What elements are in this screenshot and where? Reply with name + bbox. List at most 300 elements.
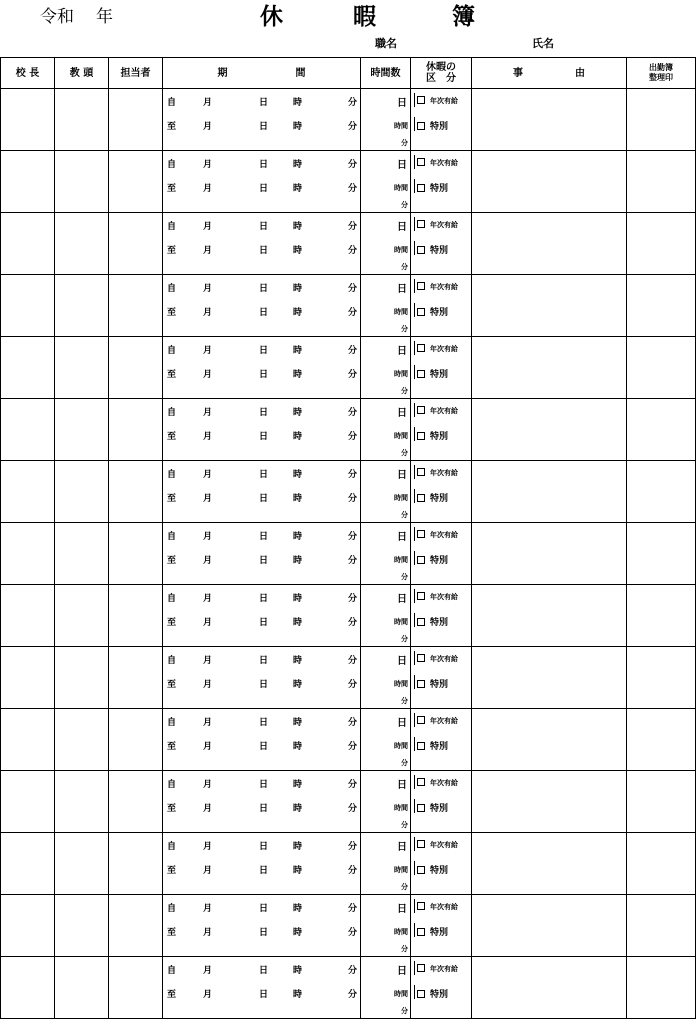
annual-leave-option[interactable] [417, 344, 458, 354]
attendance-stamp-cell[interactable] [627, 647, 696, 709]
to-hour-label: 時 [293, 990, 303, 1000]
period-cell[interactable] [163, 213, 361, 275]
principal-stamp-cell[interactable] [1, 709, 55, 771]
annual-leave-option[interactable] [417, 840, 458, 850]
days-unit-label: 日 [397, 346, 407, 357]
days-unit-label: 日 [397, 222, 407, 233]
annual-leave-label: 年次有給 [430, 283, 458, 291]
hours-cell[interactable] [361, 833, 411, 895]
from-month-label: 月 [203, 346, 213, 356]
period-cell[interactable] [163, 895, 361, 957]
special-leave-checkbox[interactable] [417, 184, 425, 192]
vice-principal-stamp-cell[interactable] [55, 895, 109, 957]
attendance-stamp-cell[interactable] [627, 523, 696, 585]
from-day-label: 日 [259, 160, 269, 170]
from-label: 自 [167, 346, 177, 356]
period-cell[interactable] [163, 647, 361, 709]
vice-principal-stamp-cell[interactable] [55, 833, 109, 895]
leave-type-cell [411, 399, 472, 461]
attendance-stamp-cell[interactable] [627, 275, 696, 337]
leave-type-divider [414, 613, 415, 627]
annual-leave-option[interactable] [417, 468, 458, 478]
to-label: 至 [167, 804, 177, 814]
reason-cell[interactable] [472, 957, 627, 1019]
special-leave-option[interactable] [417, 181, 448, 194]
annual-leave-checkbox[interactable] [417, 468, 425, 476]
from-day-label: 日 [259, 222, 269, 232]
special-leave-label: 特別 [430, 184, 449, 194]
hours-cell[interactable] [361, 337, 411, 399]
principal-stamp-cell[interactable] [1, 833, 55, 895]
annual-leave-checkbox[interactable] [417, 220, 425, 228]
principal-stamp-cell[interactable] [1, 957, 55, 1019]
col-stamp-2: 整理印 [649, 73, 673, 82]
to-month-label: 月 [203, 184, 213, 194]
person-in-charge-stamp-cell[interactable] [109, 709, 163, 771]
title-char-1: 休 [260, 4, 283, 30]
person-in-charge-stamp-cell[interactable] [109, 399, 163, 461]
annual-leave-checkbox[interactable] [417, 344, 425, 352]
from-day-label: 日 [259, 532, 269, 542]
principal-stamp-cell[interactable] [1, 399, 55, 461]
vice-principal-stamp-cell[interactable] [55, 275, 109, 337]
attendance-stamp-cell[interactable] [627, 895, 696, 957]
hours-cell[interactable] [361, 213, 411, 275]
hours-cell[interactable] [361, 275, 411, 337]
from-month-label: 月 [203, 284, 213, 294]
period-cell[interactable] [163, 771, 361, 833]
table-row [1, 771, 696, 833]
reason-cell[interactable] [472, 461, 627, 523]
person-in-charge-stamp-cell[interactable] [109, 585, 163, 647]
to-hour-label: 時 [293, 866, 303, 876]
vice-principal-stamp-cell[interactable] [55, 523, 109, 585]
principal-stamp-cell[interactable] [1, 647, 55, 709]
table-row [1, 213, 696, 275]
special-leave-option[interactable] [417, 739, 448, 752]
from-minute-label: 分 [348, 160, 358, 170]
to-month-label: 月 [203, 370, 213, 380]
to-minute-label: 分 [348, 432, 358, 442]
minutes-unit-label: 分 [401, 697, 408, 705]
reason-cell[interactable] [472, 213, 627, 275]
period-cell[interactable] [163, 399, 361, 461]
to-day-label: 日 [259, 556, 269, 566]
special-leave-checkbox[interactable] [417, 866, 425, 874]
from-label: 自 [167, 532, 177, 542]
special-leave-checkbox[interactable] [417, 122, 425, 130]
from-label: 自 [167, 222, 177, 232]
to-label: 至 [167, 494, 177, 504]
leave-type-divider [414, 93, 415, 107]
leave-type-cell [411, 461, 472, 523]
to-minute-label: 分 [348, 680, 358, 690]
principal-stamp-cell[interactable] [1, 151, 55, 213]
principal-stamp-cell[interactable] [1, 461, 55, 523]
to-minute-label: 分 [348, 990, 358, 1000]
vice-principal-stamp-cell[interactable] [55, 709, 109, 771]
from-day-label: 日 [259, 284, 269, 294]
annual-leave-label: 年次有給 [430, 779, 458, 787]
leave-type-divider [414, 341, 415, 355]
attendance-stamp-cell[interactable] [627, 399, 696, 461]
annual-leave-option[interactable] [417, 716, 458, 726]
hours-cell[interactable] [361, 585, 411, 647]
special-leave-checkbox[interactable] [417, 308, 425, 316]
leave-type-cell [411, 895, 472, 957]
hours-cell[interactable] [361, 89, 411, 151]
to-minute-label: 分 [348, 122, 358, 132]
hours-cell[interactable] [361, 957, 411, 1019]
special-leave-checkbox[interactable] [417, 246, 425, 254]
table-row [1, 895, 696, 957]
special-leave-label: 特別 [430, 680, 449, 690]
vice-principal-stamp-cell[interactable] [55, 461, 109, 523]
period-cell[interactable] [163, 585, 361, 647]
special-leave-checkbox[interactable] [417, 432, 425, 440]
special-leave-option[interactable] [417, 367, 448, 380]
reason-cell[interactable] [472, 647, 627, 709]
vice-principal-stamp-cell[interactable] [55, 399, 109, 461]
period-cell[interactable] [163, 89, 361, 151]
principal-stamp-cell[interactable] [1, 771, 55, 833]
to-label: 至 [167, 184, 177, 194]
attendance-stamp-cell[interactable] [627, 957, 696, 1019]
attendance-stamp-cell[interactable] [627, 833, 696, 895]
header-row [1, 58, 696, 89]
special-leave-option[interactable] [417, 305, 448, 318]
col-leave-type-1: 休暇の [426, 62, 456, 73]
person-in-charge-stamp-cell[interactable] [109, 771, 163, 833]
period-cell[interactable] [163, 151, 361, 213]
annual-leave-option[interactable] [417, 282, 458, 292]
reason-cell[interactable] [472, 89, 627, 151]
special-leave-option[interactable] [417, 863, 448, 876]
hours-cell[interactable] [361, 461, 411, 523]
special-leave-option[interactable] [417, 491, 448, 504]
from-label: 自 [167, 470, 177, 480]
reason-cell[interactable] [472, 585, 627, 647]
annual-leave-option[interactable] [417, 902, 458, 912]
to-day-label: 日 [259, 928, 269, 938]
annual-leave-option[interactable] [417, 778, 458, 788]
special-leave-checkbox[interactable] [417, 618, 425, 626]
annual-leave-option[interactable] [417, 220, 458, 230]
leave-type-divider [414, 899, 415, 913]
special-leave-label: 特別 [430, 618, 449, 628]
hours-unit-label: 時間 [394, 122, 408, 130]
annual-leave-checkbox[interactable] [417, 716, 425, 724]
from-label: 自 [167, 284, 177, 294]
hours-unit-label: 時間 [394, 742, 408, 750]
from-minute-label: 分 [348, 718, 358, 728]
reason-cell[interactable] [472, 523, 627, 585]
from-day-label: 日 [259, 470, 269, 480]
table-row [1, 461, 696, 523]
special-leave-label: 特別 [430, 804, 449, 814]
col-leave-type-2: 区 分 [426, 73, 456, 84]
reason-cell[interactable] [472, 895, 627, 957]
minutes-unit-label: 分 [401, 139, 408, 147]
period-cell[interactable] [163, 461, 361, 523]
annual-leave-option[interactable] [417, 654, 458, 664]
from-hour-label: 時 [293, 966, 303, 976]
annual-leave-checkbox[interactable] [417, 406, 425, 414]
to-hour-label: 時 [293, 246, 303, 256]
to-month-label: 月 [203, 742, 213, 752]
to-day-label: 日 [259, 990, 269, 1000]
hours-cell[interactable] [361, 399, 411, 461]
hours-unit-label: 時間 [394, 990, 408, 998]
special-leave-option[interactable] [417, 119, 448, 132]
to-minute-label: 分 [348, 184, 358, 194]
table-row [1, 709, 696, 771]
hours-cell[interactable] [361, 895, 411, 957]
reason-cell[interactable] [472, 337, 627, 399]
vice-principal-stamp-cell[interactable] [55, 585, 109, 647]
leave-type-divider [414, 489, 415, 503]
from-label: 自 [167, 904, 177, 914]
annual-leave-label: 年次有給 [430, 841, 458, 849]
annual-leave-checkbox[interactable] [417, 530, 425, 538]
principal-stamp-cell[interactable] [1, 895, 55, 957]
special-leave-option[interactable] [417, 243, 448, 256]
from-month-label: 月 [203, 470, 213, 480]
days-unit-label: 日 [397, 160, 407, 171]
annual-leave-option[interactable] [417, 530, 458, 540]
principal-stamp-cell[interactable] [1, 585, 55, 647]
minutes-unit-label: 分 [401, 201, 408, 209]
leave-type-cell [411, 337, 472, 399]
reason-cell[interactable] [472, 275, 627, 337]
special-leave-checkbox[interactable] [417, 804, 425, 812]
principal-stamp-cell[interactable] [1, 275, 55, 337]
from-minute-label: 分 [348, 532, 358, 542]
attendance-stamp-cell[interactable] [627, 213, 696, 275]
hours-unit-label: 時間 [394, 370, 408, 378]
col-person-in-charge: 担当者 [109, 58, 163, 89]
person-in-charge-stamp-cell[interactable] [109, 957, 163, 1019]
special-leave-option[interactable] [417, 801, 448, 814]
table-row [1, 523, 696, 585]
hours-cell[interactable] [361, 709, 411, 771]
attendance-stamp-cell[interactable] [627, 337, 696, 399]
from-month-label: 月 [203, 780, 213, 790]
period-cell[interactable] [163, 957, 361, 1019]
leave-type-cell [411, 833, 472, 895]
special-leave-checkbox[interactable] [417, 990, 425, 998]
period-cell[interactable] [163, 523, 361, 585]
leave-type-divider [414, 713, 415, 727]
hours-unit-label: 時間 [394, 494, 408, 502]
to-month-label: 月 [203, 308, 213, 318]
special-leave-checkbox[interactable] [417, 370, 425, 378]
leave-type-divider [414, 737, 415, 751]
leave-type-divider [414, 365, 415, 379]
person-in-charge-stamp-cell[interactable] [109, 275, 163, 337]
attendance-stamp-cell[interactable] [627, 585, 696, 647]
leave-type-cell [411, 647, 472, 709]
from-month-label: 月 [203, 98, 213, 108]
to-minute-label: 分 [348, 866, 358, 876]
from-hour-label: 時 [293, 222, 303, 232]
reason-cell[interactable] [472, 399, 627, 461]
person-in-charge-stamp-cell[interactable] [109, 213, 163, 275]
attendance-stamp-cell[interactable] [627, 89, 696, 151]
special-leave-checkbox[interactable] [417, 556, 425, 564]
period-cell[interactable] [163, 709, 361, 771]
leave-type-divider [414, 117, 415, 131]
annual-leave-label: 年次有給 [430, 221, 458, 229]
from-month-label: 月 [203, 656, 213, 666]
principal-stamp-cell[interactable] [1, 523, 55, 585]
person-in-charge-stamp-cell[interactable] [109, 895, 163, 957]
col-stamp [627, 58, 696, 89]
annual-leave-checkbox[interactable] [417, 654, 425, 662]
person-in-charge-stamp-cell[interactable] [109, 833, 163, 895]
hours-unit-label: 時間 [394, 804, 408, 812]
to-label: 至 [167, 742, 177, 752]
hours-cell[interactable] [361, 151, 411, 213]
from-minute-label: 分 [348, 470, 358, 480]
attendance-stamp-cell[interactable] [627, 151, 696, 213]
from-day-label: 日 [259, 904, 269, 914]
hours-cell[interactable] [361, 771, 411, 833]
person-in-charge-stamp-cell[interactable] [109, 337, 163, 399]
attendance-stamp-cell[interactable] [627, 461, 696, 523]
period-cell[interactable] [163, 337, 361, 399]
to-day-label: 日 [259, 680, 269, 690]
attendance-stamp-cell[interactable] [627, 709, 696, 771]
annual-leave-checkbox[interactable] [417, 282, 425, 290]
to-hour-label: 時 [293, 432, 303, 442]
leave-type-divider [414, 775, 415, 789]
annual-leave-label: 年次有給 [430, 159, 458, 167]
vice-principal-stamp-cell[interactable] [55, 337, 109, 399]
vice-principal-stamp-cell[interactable] [55, 151, 109, 213]
person-in-charge-stamp-cell[interactable] [109, 89, 163, 151]
principal-stamp-cell[interactable] [1, 337, 55, 399]
table-row [1, 833, 696, 895]
to-minute-label: 分 [348, 928, 358, 938]
annual-leave-option[interactable] [417, 406, 458, 416]
to-label: 至 [167, 246, 177, 256]
to-month-label: 月 [203, 432, 213, 442]
special-leave-label: 特別 [430, 556, 449, 566]
from-day-label: 日 [259, 408, 269, 418]
special-leave-label: 特別 [430, 742, 449, 752]
days-unit-label: 日 [397, 408, 407, 419]
from-month-label: 月 [203, 408, 213, 418]
special-leave-option[interactable] [417, 615, 448, 628]
special-leave-checkbox[interactable] [417, 928, 425, 936]
annual-leave-label: 年次有給 [430, 345, 458, 353]
annual-leave-option[interactable] [417, 964, 458, 974]
table-row [1, 647, 696, 709]
hours-cell[interactable] [361, 523, 411, 585]
reason-cell[interactable] [472, 771, 627, 833]
special-leave-option[interactable] [417, 429, 448, 442]
period-cell[interactable] [163, 275, 361, 337]
minutes-unit-label: 分 [401, 883, 408, 891]
special-leave-checkbox[interactable] [417, 494, 425, 502]
from-minute-label: 分 [348, 780, 358, 790]
person-in-charge-stamp-cell[interactable] [109, 647, 163, 709]
special-leave-option[interactable] [417, 987, 448, 1000]
from-hour-label: 時 [293, 160, 303, 170]
person-in-charge-stamp-cell[interactable] [109, 461, 163, 523]
to-minute-label: 分 [348, 742, 358, 752]
annual-leave-option[interactable] [417, 158, 458, 168]
period-cell[interactable] [163, 833, 361, 895]
to-day-label: 日 [259, 618, 269, 628]
reason-cell[interactable] [472, 833, 627, 895]
annual-leave-checkbox[interactable] [417, 592, 425, 600]
special-leave-label: 特別 [430, 928, 449, 938]
annual-leave-checkbox[interactable] [417, 964, 425, 972]
days-unit-label: 日 [397, 470, 407, 481]
annual-leave-option[interactable] [417, 96, 458, 106]
annual-leave-checkbox[interactable] [417, 840, 425, 848]
col-reason-1: 事 [513, 67, 523, 79]
to-label: 至 [167, 866, 177, 876]
special-leave-option[interactable] [417, 925, 448, 938]
to-month-label: 月 [203, 122, 213, 132]
vice-principal-stamp-cell[interactable] [55, 957, 109, 1019]
reason-cell[interactable] [472, 709, 627, 771]
vice-principal-stamp-cell[interactable] [55, 771, 109, 833]
annual-leave-option[interactable] [417, 592, 458, 602]
principal-stamp-cell[interactable] [1, 89, 55, 151]
special-leave-checkbox[interactable] [417, 742, 425, 750]
from-month-label: 月 [203, 532, 213, 542]
from-day-label: 日 [259, 346, 269, 356]
hours-unit-label: 時間 [394, 432, 408, 440]
to-month-label: 月 [203, 556, 213, 566]
table-row [1, 89, 696, 151]
special-leave-label: 特別 [430, 432, 449, 442]
minutes-unit-label: 分 [401, 449, 408, 457]
person-in-charge-stamp-cell[interactable] [109, 523, 163, 585]
leave-type-cell [411, 709, 472, 771]
from-hour-label: 時 [293, 284, 303, 294]
annual-leave-checkbox[interactable] [417, 96, 425, 104]
annual-leave-checkbox[interactable] [417, 158, 425, 166]
principal-stamp-cell[interactable] [1, 213, 55, 275]
annual-leave-checkbox[interactable] [417, 902, 425, 910]
from-minute-label: 分 [348, 594, 358, 604]
to-hour-label: 時 [293, 494, 303, 504]
special-leave-checkbox[interactable] [417, 680, 425, 688]
annual-leave-checkbox[interactable] [417, 778, 425, 786]
reason-cell[interactable] [472, 151, 627, 213]
attendance-stamp-cell[interactable] [627, 771, 696, 833]
vice-principal-stamp-cell[interactable] [55, 89, 109, 151]
leave-register-table [0, 57, 696, 1019]
special-leave-label: 特別 [430, 308, 449, 318]
from-month-label: 月 [203, 222, 213, 232]
special-leave-option[interactable] [417, 553, 448, 566]
table-row [1, 275, 696, 337]
vice-principal-stamp-cell[interactable] [55, 213, 109, 275]
to-month-label: 月 [203, 804, 213, 814]
hours-cell[interactable] [361, 647, 411, 709]
from-day-label: 日 [259, 718, 269, 728]
person-in-charge-stamp-cell[interactable] [109, 151, 163, 213]
vice-principal-stamp-cell[interactable] [55, 647, 109, 709]
special-leave-option[interactable] [417, 677, 448, 690]
position-label: 職名 [375, 37, 397, 50]
